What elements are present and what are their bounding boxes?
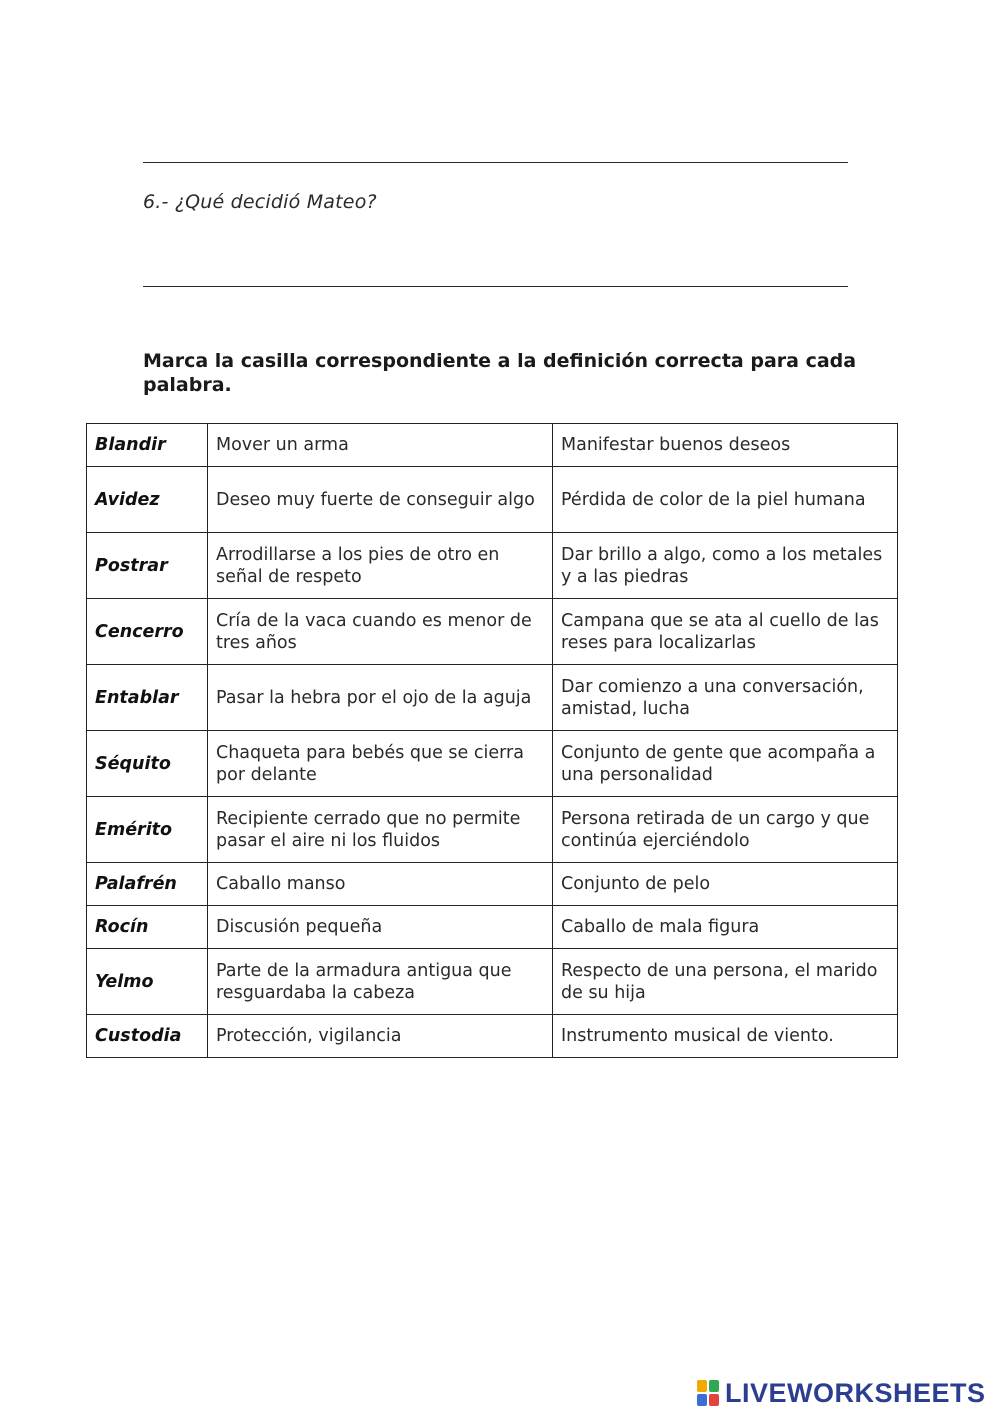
brand-name: LIVEWORKSHEETS: [725, 1378, 986, 1408]
table-row: [87, 1015, 898, 1058]
word-cell: Cencerro: [87, 599, 208, 665]
definition-option-1[interactable]: Chaqueta para bebés que se cierra por delante: [208, 731, 553, 797]
definition-option-2[interactable]: Instrumento musical de viento.: [553, 1015, 898, 1058]
table-row: [87, 533, 898, 599]
question-6: 6.- ¿Qué decidió Mateo?: [143, 191, 377, 213]
definition-option-1[interactable]: Protección, vigilancia: [208, 1015, 553, 1058]
definition-option-1[interactable]: Caballo manso: [208, 863, 553, 906]
answer-line-question-6[interactable]: [143, 286, 848, 287]
word-cell: Emérito: [87, 797, 208, 863]
definition-option-1[interactable]: Pasar la hebra por el ojo de la aguja: [208, 665, 553, 731]
definition-option-2[interactable]: Manifestar buenos deseos: [553, 424, 898, 467]
word-cell: Custodia: [87, 1015, 208, 1058]
table-row: [87, 731, 898, 797]
word-cell: Entablar: [87, 665, 208, 731]
table-row: [87, 424, 898, 467]
liveworksheets-brand[interactable]: [697, 1378, 986, 1409]
word-cell: Palafrén: [87, 863, 208, 906]
table-row: [87, 797, 898, 863]
definition-option-2[interactable]: Respecto de una persona, el marido de su hija: [553, 949, 898, 1015]
instruction-heading: Marca la casilla correspondiente a la definición correcta para cada palabra.: [143, 350, 857, 396]
word-cell: Postrar: [87, 533, 208, 599]
word-cell: Séquito: [87, 731, 208, 797]
liveworksheets-logo-icon: [697, 1380, 721, 1408]
definition-option-2[interactable]: Pérdida de color de la piel humana: [553, 467, 898, 533]
definition-option-1[interactable]: Cría de la vaca cuando es menor de tres años: [208, 599, 553, 665]
table-row: [87, 906, 898, 949]
definition-option-1[interactable]: Discusión pequeña: [208, 906, 553, 949]
table-row: [87, 949, 898, 1015]
table-row: [87, 599, 898, 665]
definition-option-1[interactable]: Recipiente cerrado que no permite pasar el aire ni los fluidos: [208, 797, 553, 863]
definition-option-2[interactable]: Dar comienzo a una conversación, amistad, lucha: [553, 665, 898, 731]
vocabulary-table: [86, 423, 898, 1058]
word-cell: Rocín: [87, 906, 208, 949]
definition-option-2[interactable]: Conjunto de gente que acompaña a una personalidad: [553, 731, 898, 797]
table-row: [87, 467, 898, 533]
answer-line-top[interactable]: [143, 162, 848, 163]
word-cell: Blandir: [87, 424, 208, 467]
table-row: [87, 863, 898, 906]
definition-option-1[interactable]: Arrodillarse a los pies de otro en señal de respeto: [208, 533, 553, 599]
definition-option-2[interactable]: Persona retirada de un cargo y que continúa ejerciéndolo: [553, 797, 898, 863]
definition-option-1[interactable]: Parte de la armadura antigua que resguardaba la cabeza: [208, 949, 553, 1015]
definition-option-1[interactable]: Deseo muy fuerte de conseguir algo: [208, 467, 553, 533]
table-row: [87, 665, 898, 731]
word-cell: Avidez: [87, 467, 208, 533]
definition-option-2[interactable]: Caballo de mala figura: [553, 906, 898, 949]
word-cell: Yelmo: [87, 949, 208, 1015]
definition-option-2[interactable]: Conjunto de pelo: [553, 863, 898, 906]
definition-option-2[interactable]: Dar brillo a algo, como a los metales y a las piedras: [553, 533, 898, 599]
definition-option-1[interactable]: Mover un arma: [208, 424, 553, 467]
definition-option-2[interactable]: Campana que se ata al cuello de las reses para localizarlas: [553, 599, 898, 665]
